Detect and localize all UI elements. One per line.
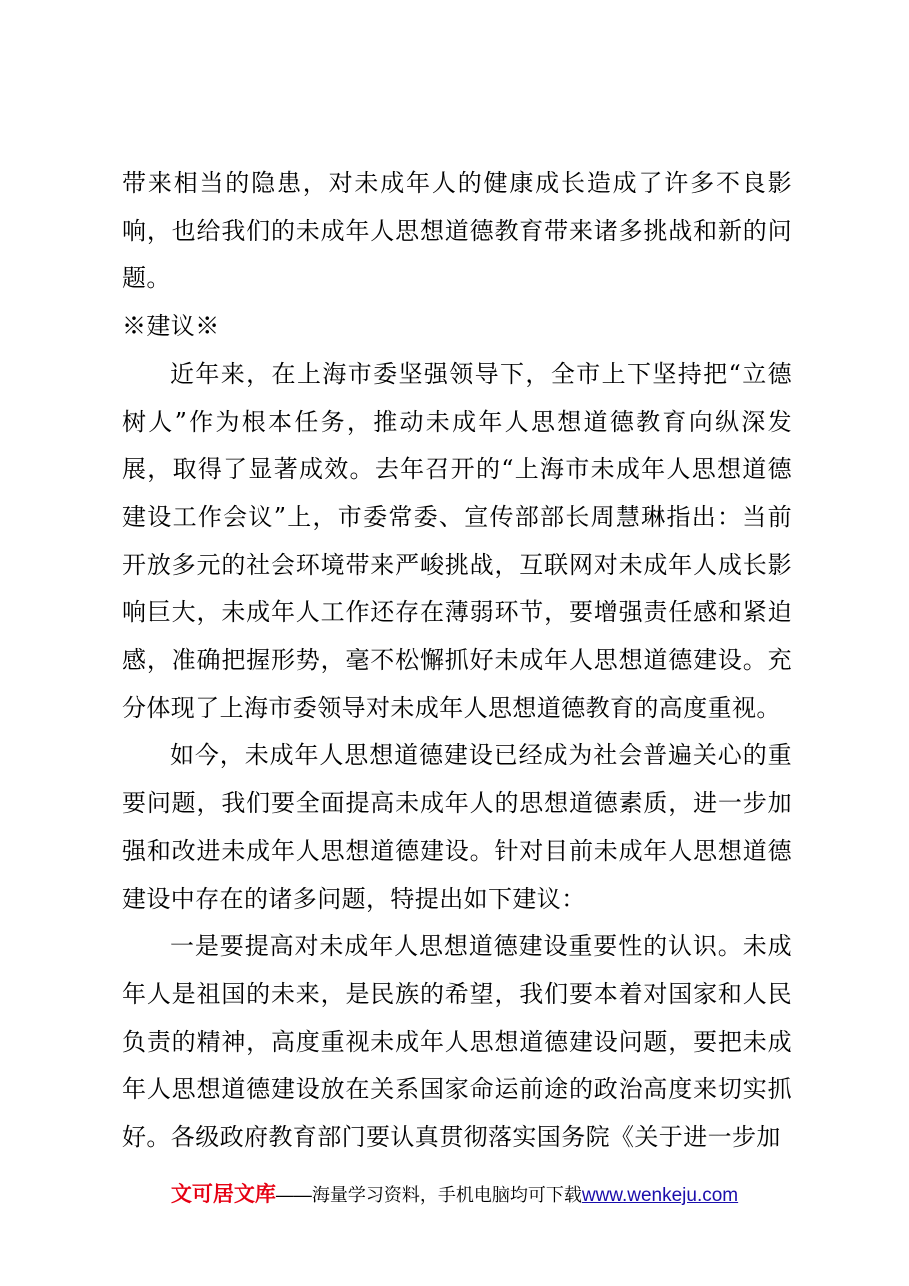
paragraph-current-issues: 如今，未成年人思想道德建设已经成为社会普遍关心的重要问题，我们要全面提高未成年人的思想道德素质，进一步加强和改进未成年人思想道德建设。针对目前未成年人思想道德建设中存在的诸多问题，特提出如下建议： bbox=[122, 741, 792, 913]
footer-slogan: ——海量学习资料，手机电脑均可下载 bbox=[275, 1185, 582, 1205]
paragraph-continuation: 带来相当的隐患，对未成年人的健康成长造成了许多不良影响，也给我们的未成年人思想道德教育带来诸多挑战和新的问题。 bbox=[122, 169, 792, 293]
footer-brand: 文可居文库 bbox=[170, 1183, 276, 1206]
paragraph-shanghai-progress: 近年来，在上海市委坚强领导下，全市上下坚持把“立德树人”作为根本任务，推动未成年人思想道德教育向纵深发展，取得了显著成效。去年召开的“上海市未成年人思想道德建设工作会议”上，市委常委、宣传部部长周慧琳指出：当前开放多元的社会环境带来严峻挑战，互联网对未成年人成长影响巨大，未成年人工作还存在薄弱环节，要增强责任感和紧迫感，准确把握形势，毫不松懈抓好未成年人思想道德建设。充分体现了上海市委领导对未成年人思想道德教育的高度重视。 bbox=[122, 359, 792, 722]
paragraph-suggestion-one: 一是要提高对未成年人思想道德建设重要性的认识。未成年人是祖国的未来，是民族的希望，我们要本着对国家和人民负责的精神，高度重视未成年人思想道德建设问题，要把未成年人思想道德建设放在关系国家命运前途的政治高度来切实抓好。各级政府教育部门要认真贯彻落实国务院《关于进一步加 bbox=[122, 932, 792, 1152]
section-heading-suggestions: ※建议※ bbox=[122, 312, 220, 341]
footer-banner bbox=[0, 1180, 909, 1211]
document-body bbox=[122, 160, 792, 1162]
footer-website-link[interactable]: www.wenkeju.com bbox=[581, 1185, 739, 1206]
